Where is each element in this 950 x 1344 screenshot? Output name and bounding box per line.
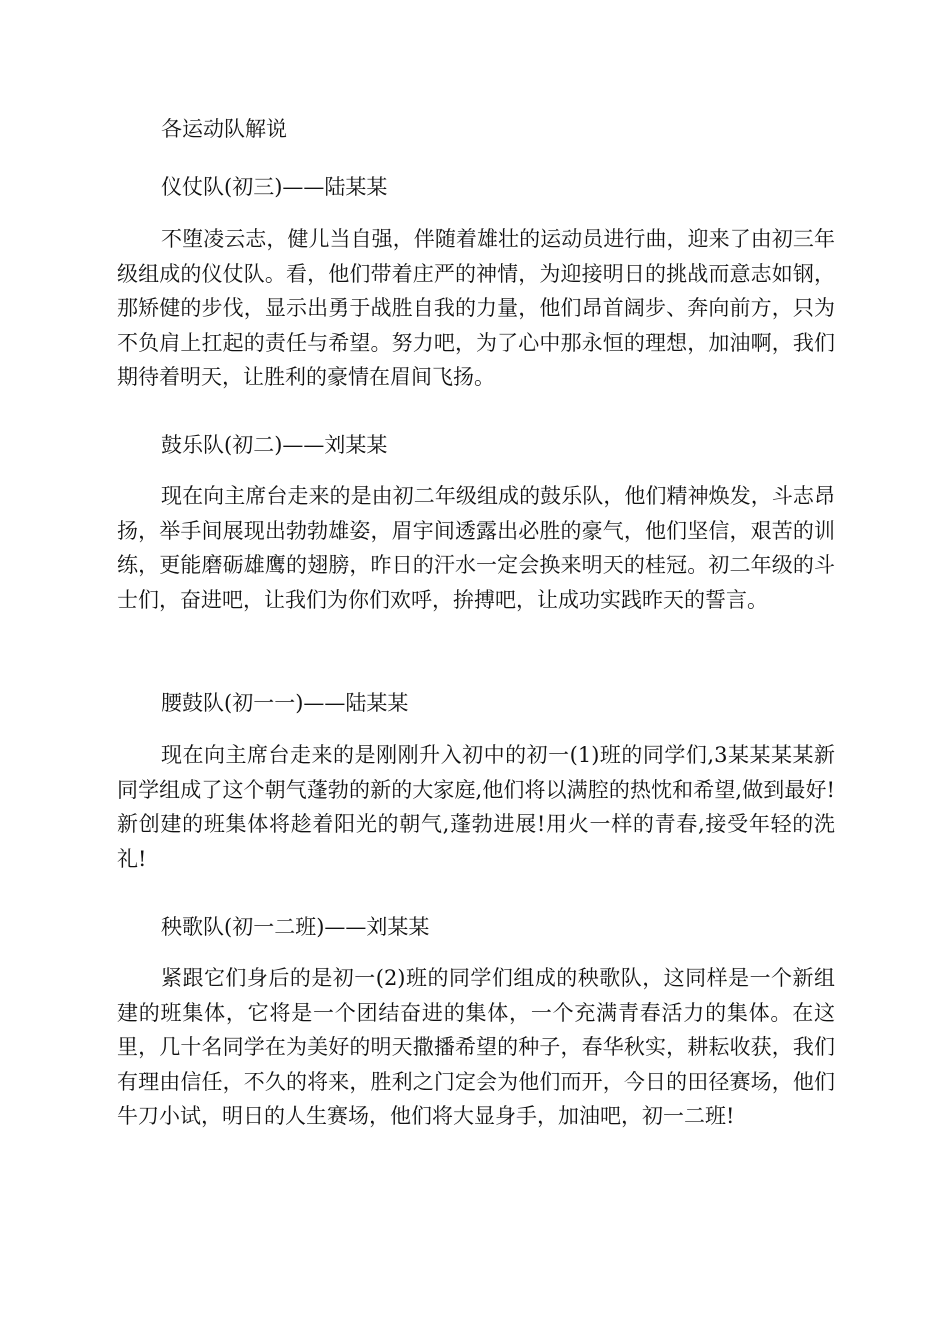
section-heading-drum-band: 鼓乐队(初二)——刘某某 bbox=[161, 433, 388, 457]
document-title: 各运动队解说 bbox=[161, 117, 287, 141]
section-heading-waist-drum-team: 腰鼓队(初一一)——陆某某 bbox=[161, 691, 409, 715]
section-heading-yangko-team: 秧歌队(初一二班)——刘某某 bbox=[161, 915, 430, 939]
section-body-waist-drum-team: 现在向主席台走来的是刚刚升入初中的初一(1)班的同学们,3某某某某新同学组成了这个朝气蓬勃的新的大家庭,他们将以满腔的热忱和希望,做到最好!新创建的班集体将趁着阳光的朝气,蓬勃进展!用火一样的青春,接受年轻的洗礼! bbox=[117, 743, 835, 871]
section-body-drum-band: 现在向主席台走来的是由初二年级组成的鼓乐队，他们精神焕发，斗志昂扬，举手间展现出勃勃雄姿，眉宇间透露出必胜的豪气，他们坚信，艰苦的训练，更能磨砺雄鹰的翅膀，昨日的汗水一定会换来明天的桂冠。初二年级的斗士们，奋进吧，让我们为你们欢呼，拚搏吧，让成功实践昨天的誓言。 bbox=[117, 484, 835, 612]
section-body-honor-guard: 不堕凌云志，健儿当自强，伴随着雄壮的运动员进行曲，迎来了由初三年级组成的仪仗队。看，他们带着庄严的神情，为迎接明日的挑战而意志如钢，那矫健的步伐，显示出勇于战胜自我的力量，他们昂首阔步、奔向前方，只为不负肩上扛起的责任与希望。努力吧，为了心中那永恒的理想，加油啊，我们期待着明天，让胜利的豪情在眉间飞扬。 bbox=[117, 227, 835, 389]
section-body-yangko-team: 紧跟它们身后的是初一(2)班的同学们组成的秧歌队，这同样是一个新组建的班集体，它将是一个团结奋进的集体，一个充满青春活力的集体。在这里，几十名同学在为美好的明天撒播希望的种子，春华秋实，耕耘收获，我们有理由信任，不久的将来，胜利之门定会为他们而开，今日的田径赛场，他们牛刀小试，明日的人生赛场，他们将大显身手，加油吧，初一二班! bbox=[117, 966, 835, 1128]
section-heading-honor-guard: 仪仗队(初三)——陆某某 bbox=[161, 175, 388, 199]
